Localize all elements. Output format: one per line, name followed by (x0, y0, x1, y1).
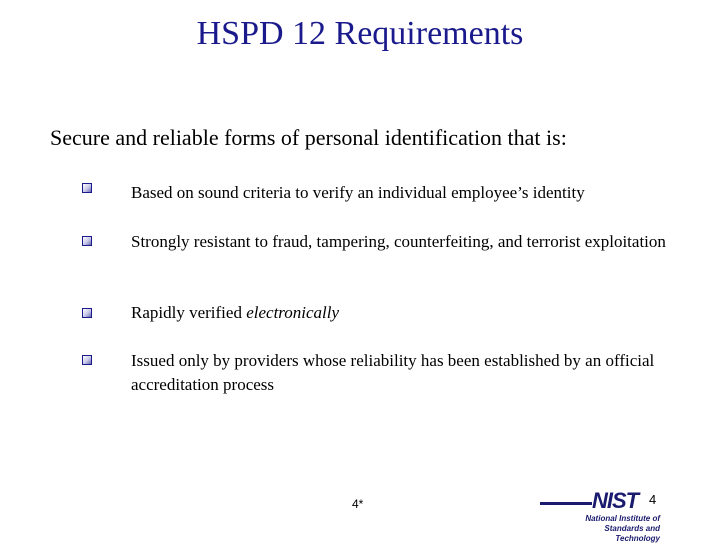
list-item: Issued only by providers whose reliability has been established by an official accreditation process (131, 351, 655, 394)
list-item-text: Rapidly verified (131, 303, 242, 322)
square-bullet-icon (82, 355, 92, 365)
list-item (131, 301, 701, 325)
nist-logo (540, 488, 660, 543)
intro-text: Secure and reliable forms of personal identification that is: (50, 125, 567, 150)
slide-title: HSPD 12 Requirements (196, 15, 524, 52)
list-item-emphasis: electronically (246, 303, 340, 322)
corner-slide-number: 4 (649, 492, 657, 507)
logo-line-2: Standards and Technology (604, 524, 660, 543)
square-bullet-icon (82, 183, 92, 193)
logo-bar (540, 502, 592, 505)
square-bullet-icon (82, 308, 92, 318)
list-item: Strongly resistant to fraud, tampering, counterfeiting, and terrorist exploitation (131, 232, 666, 251)
square-bullet-icon (82, 236, 92, 246)
page-number: 4* (352, 497, 364, 511)
logo-word: NIST (592, 488, 639, 513)
logo-line-1: National Institute of (585, 514, 660, 523)
list-item: Based on sound criteria to verify an individual employee’s identity (131, 183, 585, 202)
